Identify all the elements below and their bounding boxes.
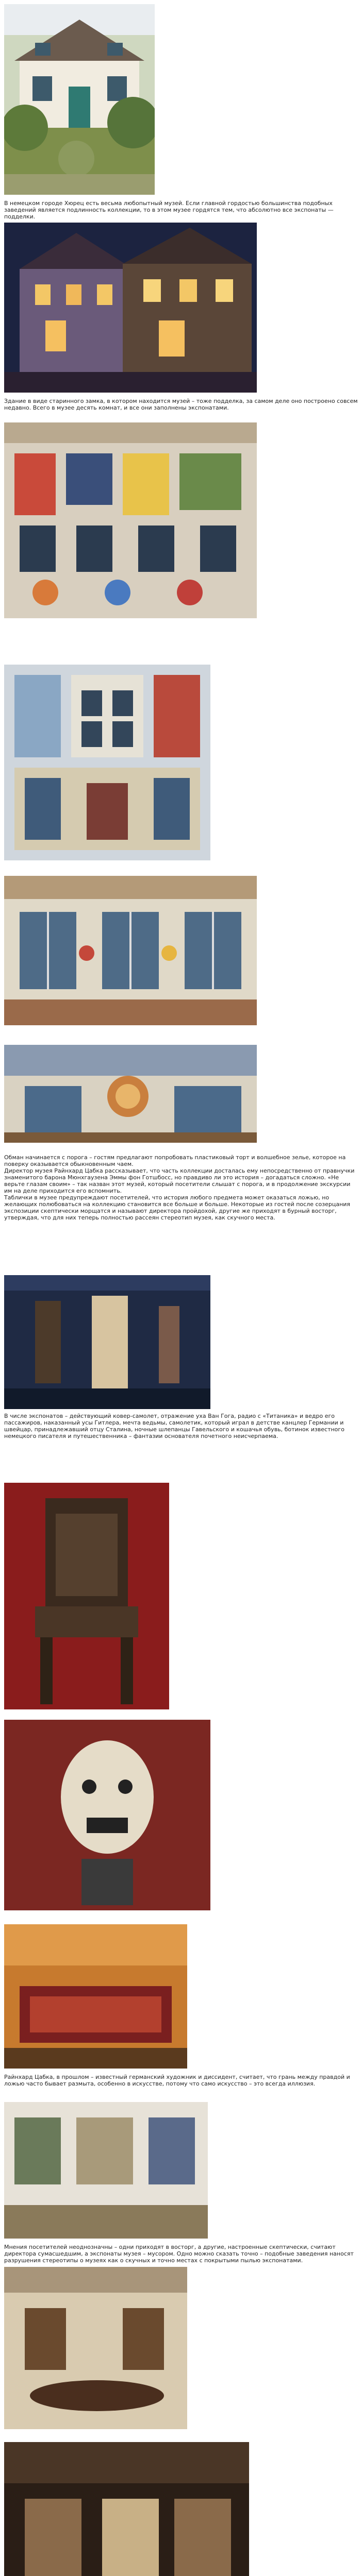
photo-tribal-mask bbox=[4, 1720, 210, 1910]
photo-decorated-hall bbox=[4, 2442, 249, 2576]
photo-night-facade bbox=[4, 223, 257, 393]
exhibits-paragraph bbox=[4, 1413, 360, 1439]
paragraph-5: Таблички в музее предупреждают посетителей, что история любого предмета может оказаться ложью, но желающих полюбоваться на коллекцию становится все больше и больше. Некоторые из гостей после созерцания экспозиции скептически морщатся и называют директора пройдохой, другие же приходят в бурный восторг, утверждая, что для них теперь полностью рассеян стереотип музея, как скучного места. bbox=[4, 1194, 351, 1221]
paragraph-6: В числе экспонатов – действующий ковер-самолет, отражение уха Ван Гога, радио с «Титаника» и ведро его пассажиров, наказанный усы Гитлера, мечта ведьмы, самолетик, который играл в детстве канцлер Германии и швейцар, принадлежавший отцу Сталина, ночные шлепанцы Гавельского и кошачья обувь, ботинок известного немецкого писателя и путешественника – фантазии основателя почетного неисчерпаема. bbox=[4, 1413, 344, 1439]
paragraph-2: Здание в виде старинного замка, в котором находится музей – тоже подделка, за самом деле оно построено совсем недавно. Всего в музее десять комнат, и все они заполнены экспонатами. bbox=[4, 398, 358, 411]
photo-boat-room bbox=[4, 2267, 187, 2429]
photo-museum-house-exterior bbox=[4, 4, 155, 195]
photo-snail-mural bbox=[4, 1045, 257, 1143]
photo-mosaic-wall bbox=[4, 665, 210, 860]
photo-painted-windows bbox=[4, 876, 257, 1025]
paragraph-4: Директор музея Райнхард Цабка рассказывает, что часть коллекции досталась ему непосредственно от правнучки знаменитого барона Мюнхгаузена Эммы фон Готшбосс, но правдиво ли это история – догадаться сложно. «Не верьте глазам своим» – так назван этот музей, который посетители слышат с порога, и в продолжение экскурсии им на деле приходится его вспомнить. bbox=[4, 1167, 355, 1194]
paragraph-8: Мнения посетителей неоднозначны – одни приходят в восторг, а другие, настроенные скептически, считают директора сумасшедшим, а экспонаты музея – мусором. Одно можно сказать точно – подобные заведения наносят разрушения стереотипы о музеях как о скучных и точно местах с покрытыми пылью экспонатами. bbox=[4, 2244, 354, 2264]
intro-paragraph bbox=[4, 200, 360, 220]
paragraph-3: Обман начинается с порога – гостям предлагают попробовать пластиковый торт и волшебное зелье, которое на поверку оказывается обыкновенным чаем. bbox=[4, 1154, 346, 1167]
photo-dark-interior bbox=[4, 1275, 210, 1409]
photo-painted-facade bbox=[4, 422, 257, 618]
building-paragraph bbox=[4, 398, 360, 411]
photo-flying-carpet bbox=[4, 1924, 187, 2069]
paragraph-7: Райнхард Цабка, в прошлом – известный германский художник и диссидент, считает, что грань между правдой и ложью часто бывает размыта, особенно в искусстве, потому что само искусство – это всегда иллюзия. bbox=[4, 2074, 350, 2087]
photo-carved-chair bbox=[4, 1483, 169, 1709]
director-paragraph bbox=[4, 2074, 360, 2087]
entry-paragraph bbox=[4, 1154, 360, 1221]
opinions-paragraph bbox=[4, 2244, 360, 2264]
photo-gallery-room bbox=[4, 2102, 208, 2239]
paragraph-1: В немецком городе Хюрец есть весьма любопытный музей. Если главной гордостью большинства подобных заведений является подлинность коллекции, то в этом музее гордятся тем, что абсолютно все экспонаты — подделки. bbox=[4, 200, 334, 220]
